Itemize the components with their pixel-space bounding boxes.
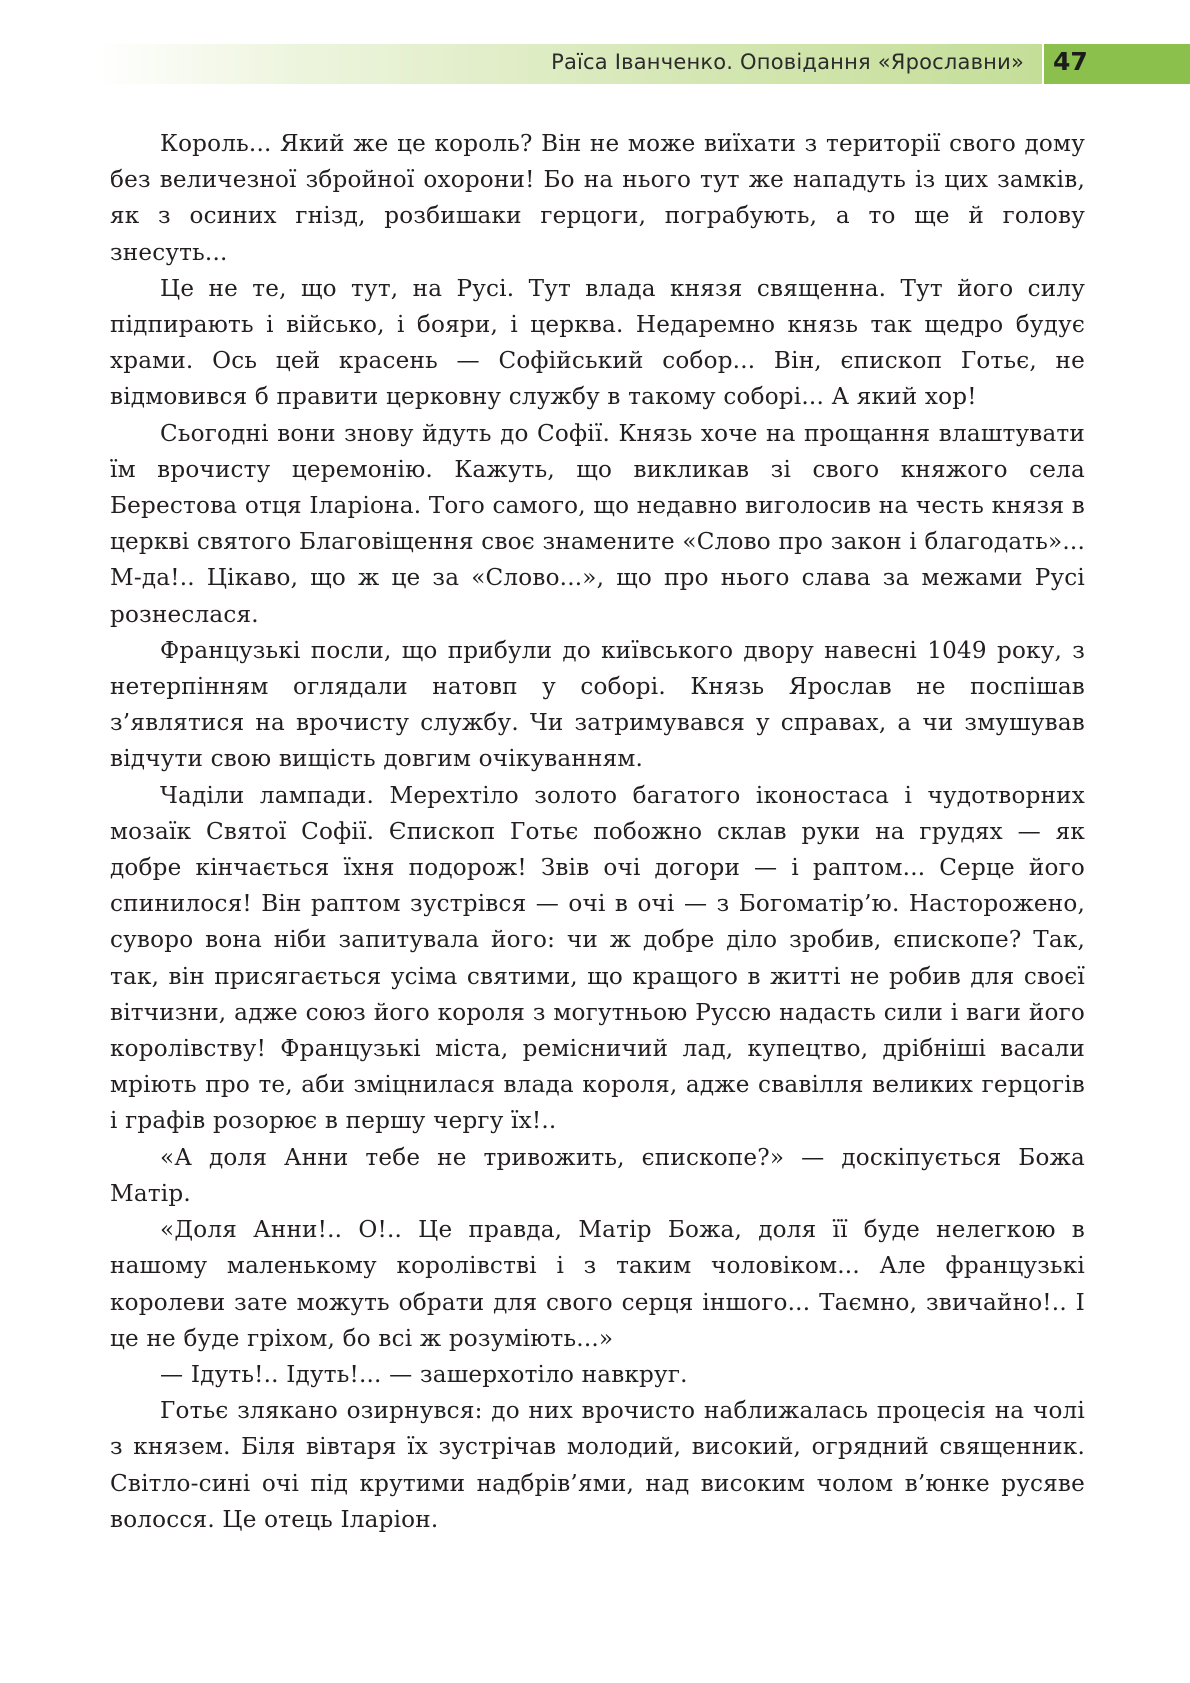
paragraph: «Доля Анни!.. О!.. Це правда, Матір Божа, доля її буде нелегкою в нашому маленькому королівстві і з таким чоловіком... Але французькі королеви зате можуть обрати для свого серця іншого... Таємно, звичайно!.. І це не буде гріхом, бо всі ж розуміють...» — [110, 1217, 1085, 1352]
paragraph: Чаділи лампади. Мерехтіло золото багатого іконостаса і чудотворних мозаїк Святої Софії. Єпископ Готьє побожно склав руки на грудях — як добре кінчається їхня подорож! Звів очі догори — і раптом... Серце його спинилося! Він раптом зустрівся — очі в очі — з Богоматір’ю. Насторожено, суворо вона ніби запитувала його: чи ж добре діло зробив, єпископе? Так, так, він присягається усіма святими, що кращого в житті не робив для своєї вітчизни, адже союз його короля з могутньою Руссю надасть сили і ваги його королівству! Французькі міста, ремісничий лад, купецтво, дрібніші васали мріють про те, аби зміцнилася влада короля, адже свавілля великих герцогів і графів розорює в першу чергу їх!.. — [110, 782, 1085, 1135]
paragraph: Сьогодні вони знову йдуть до Софії. Князь хоче на прощання влаштувати їм врочисту церемонію. Кажуть, що викликав зі свого княжого села Берестова отця Іларіона. Того самого, що недавно виголосив на честь князя в церкві святого Благовіщення своє знамените «Слово про закон і благодать»... М-да!.. Цікаво, що ж це за «Слово...», що про нього слава за межами Русі рознеслася. — [110, 420, 1085, 628]
running-header-title: Раїса Іванченко. Оповідання «Ярославни» — [551, 50, 1024, 74]
body-text — [110, 126, 1085, 1538]
paragraph: Король... Який же це король? Він не може виїхати з території свого дому без величезної збройної охорони! Бо на нього тут же нападуть із цих замків, як з осиних гнізд, розбишаки герцоги, пограбують, а то ще й голову знесуть... — [110, 131, 1085, 266]
paragraph: Французькі посли, що прибули до київського двору навесні 1049 року, з нетерпінням оглядали натовп у соборі. Князь Ярослав не поспішав з’являтися на врочисту службу. Чи затримувався у справах, а чи змушував відчути свою вищість довгим очікуванням. — [110, 637, 1085, 773]
paragraph: — Ідуть!.. Ідуть!... — зашерхотіло навкруг. — [160, 1361, 688, 1388]
paragraph: «А доля Анни тебе не тривожить, єпископе?» — доскіпується Божа Матір. — [110, 1144, 1085, 1207]
page-number: 47 — [1053, 47, 1088, 76]
paragraph: Це не те, що тут, на Русі. Тут влада князя священна. Тут його силу підпирають і військо, і бояри, і церква. Недаремно князь так щедро будує храми. Ось цей красень — Софійський собор... Він, єпископ Готьє, не відмовився б правити церковну службу в такому соборі... А який хор! — [110, 275, 1085, 411]
paragraph: Готьє злякано озирнувся: до них врочисто наближалась процесія на чолі з князем. Біля вівтаря їх зустрічав молодий, високий, огрядний священник. Світло-сині очі під крутими надбрів’ями, над високим чолом в’юнке русяве волосся. Це отець Іларіон. — [110, 1398, 1085, 1533]
